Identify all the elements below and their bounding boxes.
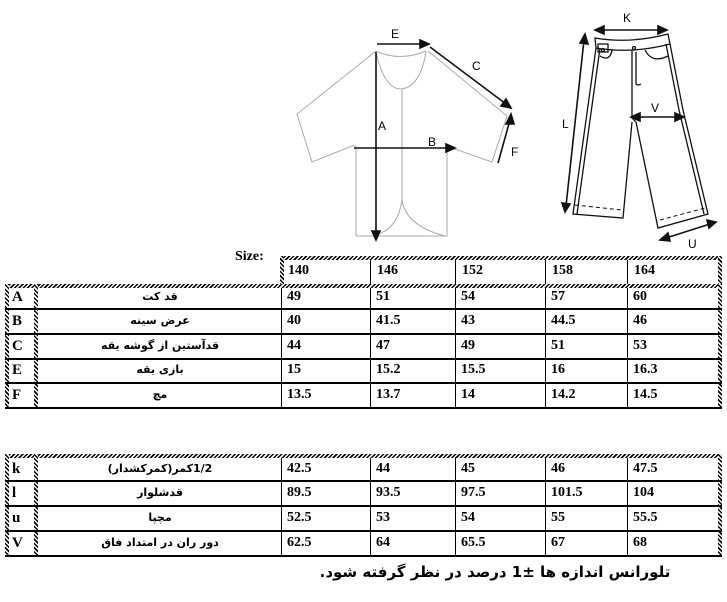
jacket-measurements-table <box>5 284 722 409</box>
value-146: 15.2 <box>376 362 401 377</box>
row-label: قدشلوار <box>137 486 183 499</box>
value-164: 16.3 <box>633 362 658 377</box>
size-header-row <box>280 256 722 285</box>
value-158: 14.2 <box>551 387 576 402</box>
label-K: K <box>623 11 632 25</box>
value-146: 44 <box>376 461 390 476</box>
pants-illustration <box>540 0 727 250</box>
value-140: 42.5 <box>287 461 312 476</box>
value-140: 49 <box>287 289 301 304</box>
header-border-top <box>280 256 722 260</box>
label-V: V <box>651 101 660 115</box>
jacket-illustration <box>280 0 540 245</box>
row-code: u <box>12 510 21 526</box>
value-164: 53 <box>633 338 647 353</box>
row-label: مچپا <box>148 511 172 524</box>
value-164: 14.5 <box>633 387 658 402</box>
value-158: 51 <box>551 338 565 353</box>
value-140: 40 <box>287 313 301 328</box>
row-code: E <box>12 362 23 378</box>
value-158: 44.5 <box>551 313 576 328</box>
row-code: k <box>12 461 21 477</box>
value-152: 14 <box>461 387 475 402</box>
row-label: دور ران در امتداد فاق <box>101 536 219 549</box>
value-164: 46 <box>633 313 647 328</box>
jacket-diagram <box>280 0 540 245</box>
value-158: 57 <box>551 289 565 304</box>
table-border-bottom <box>5 555 722 557</box>
row-label: عرض سینه <box>130 314 190 327</box>
value-164: 104 <box>633 485 654 500</box>
value-158: 55 <box>551 510 565 525</box>
row-label: بازی یقه <box>136 363 184 376</box>
row-code: l <box>12 485 17 501</box>
row-label: مچ <box>152 388 168 401</box>
value-152: 43 <box>461 313 475 328</box>
label-C: C <box>472 59 481 73</box>
header-border-right <box>718 256 722 285</box>
size-label: Size: <box>235 249 264 264</box>
value-140: 52.5 <box>287 510 312 525</box>
value-158: 16 <box>551 362 565 377</box>
row-code: B <box>12 313 23 329</box>
value-146: 64 <box>376 535 390 550</box>
label-F: F <box>511 145 519 159</box>
size-164: 164 <box>634 263 655 278</box>
size-158: 158 <box>552 263 573 278</box>
row-code: V <box>12 535 23 551</box>
size-152: 152 <box>462 263 483 278</box>
table-border-bottom <box>5 407 722 409</box>
value-146: 41.5 <box>376 313 401 328</box>
size-140: 140 <box>288 263 309 278</box>
value-140: 89.5 <box>287 485 312 500</box>
label-E: E <box>391 27 400 41</box>
value-152: 65.5 <box>461 535 486 550</box>
value-164: 68 <box>633 535 647 550</box>
size-146: 146 <box>377 263 398 278</box>
row-code: A <box>12 289 23 305</box>
label-U: U <box>688 237 697 250</box>
value-152: 15.5 <box>461 362 486 377</box>
value-158: 67 <box>551 535 565 550</box>
value-158: 101.5 <box>551 485 583 500</box>
table-border-right <box>718 284 722 409</box>
row-code: F <box>12 387 22 403</box>
value-146: 13.7 <box>376 387 401 402</box>
value-140: 62.5 <box>287 535 312 550</box>
value-152: 49 <box>461 338 475 353</box>
value-152: 54 <box>461 289 475 304</box>
value-152: 97.5 <box>461 485 486 500</box>
value-146: 51 <box>376 289 390 304</box>
value-152: 45 <box>461 461 475 476</box>
value-146: 93.5 <box>376 485 401 500</box>
row-label: قد کت <box>142 290 178 303</box>
value-158: 46 <box>551 461 565 476</box>
label-B: B <box>428 135 437 149</box>
value-140: 44 <box>287 338 301 353</box>
value-164: 60 <box>633 289 647 304</box>
row-label: قدآستین از گوشه یقه <box>100 339 220 352</box>
pants-measurements-table <box>5 454 722 557</box>
value-164: 47.5 <box>633 461 658 476</box>
label-A: A <box>378 119 387 133</box>
row-label: 1/2کمر(کمرکشدار) <box>107 462 213 475</box>
table-border-code <box>34 284 38 409</box>
value-140: 15 <box>287 362 301 377</box>
value-146: 53 <box>376 510 390 525</box>
row-code: C <box>12 338 23 354</box>
label-L: L <box>562 117 569 131</box>
pants-diagram <box>540 0 727 250</box>
tolerance-note: تلورانس اندازه ها ±1 درصد در نظر گرفته شود. <box>319 563 671 581</box>
value-140: 13.5 <box>287 387 312 402</box>
value-146: 47 <box>376 338 390 353</box>
value-152: 54 <box>461 510 475 525</box>
value-164: 55.5 <box>633 510 658 525</box>
